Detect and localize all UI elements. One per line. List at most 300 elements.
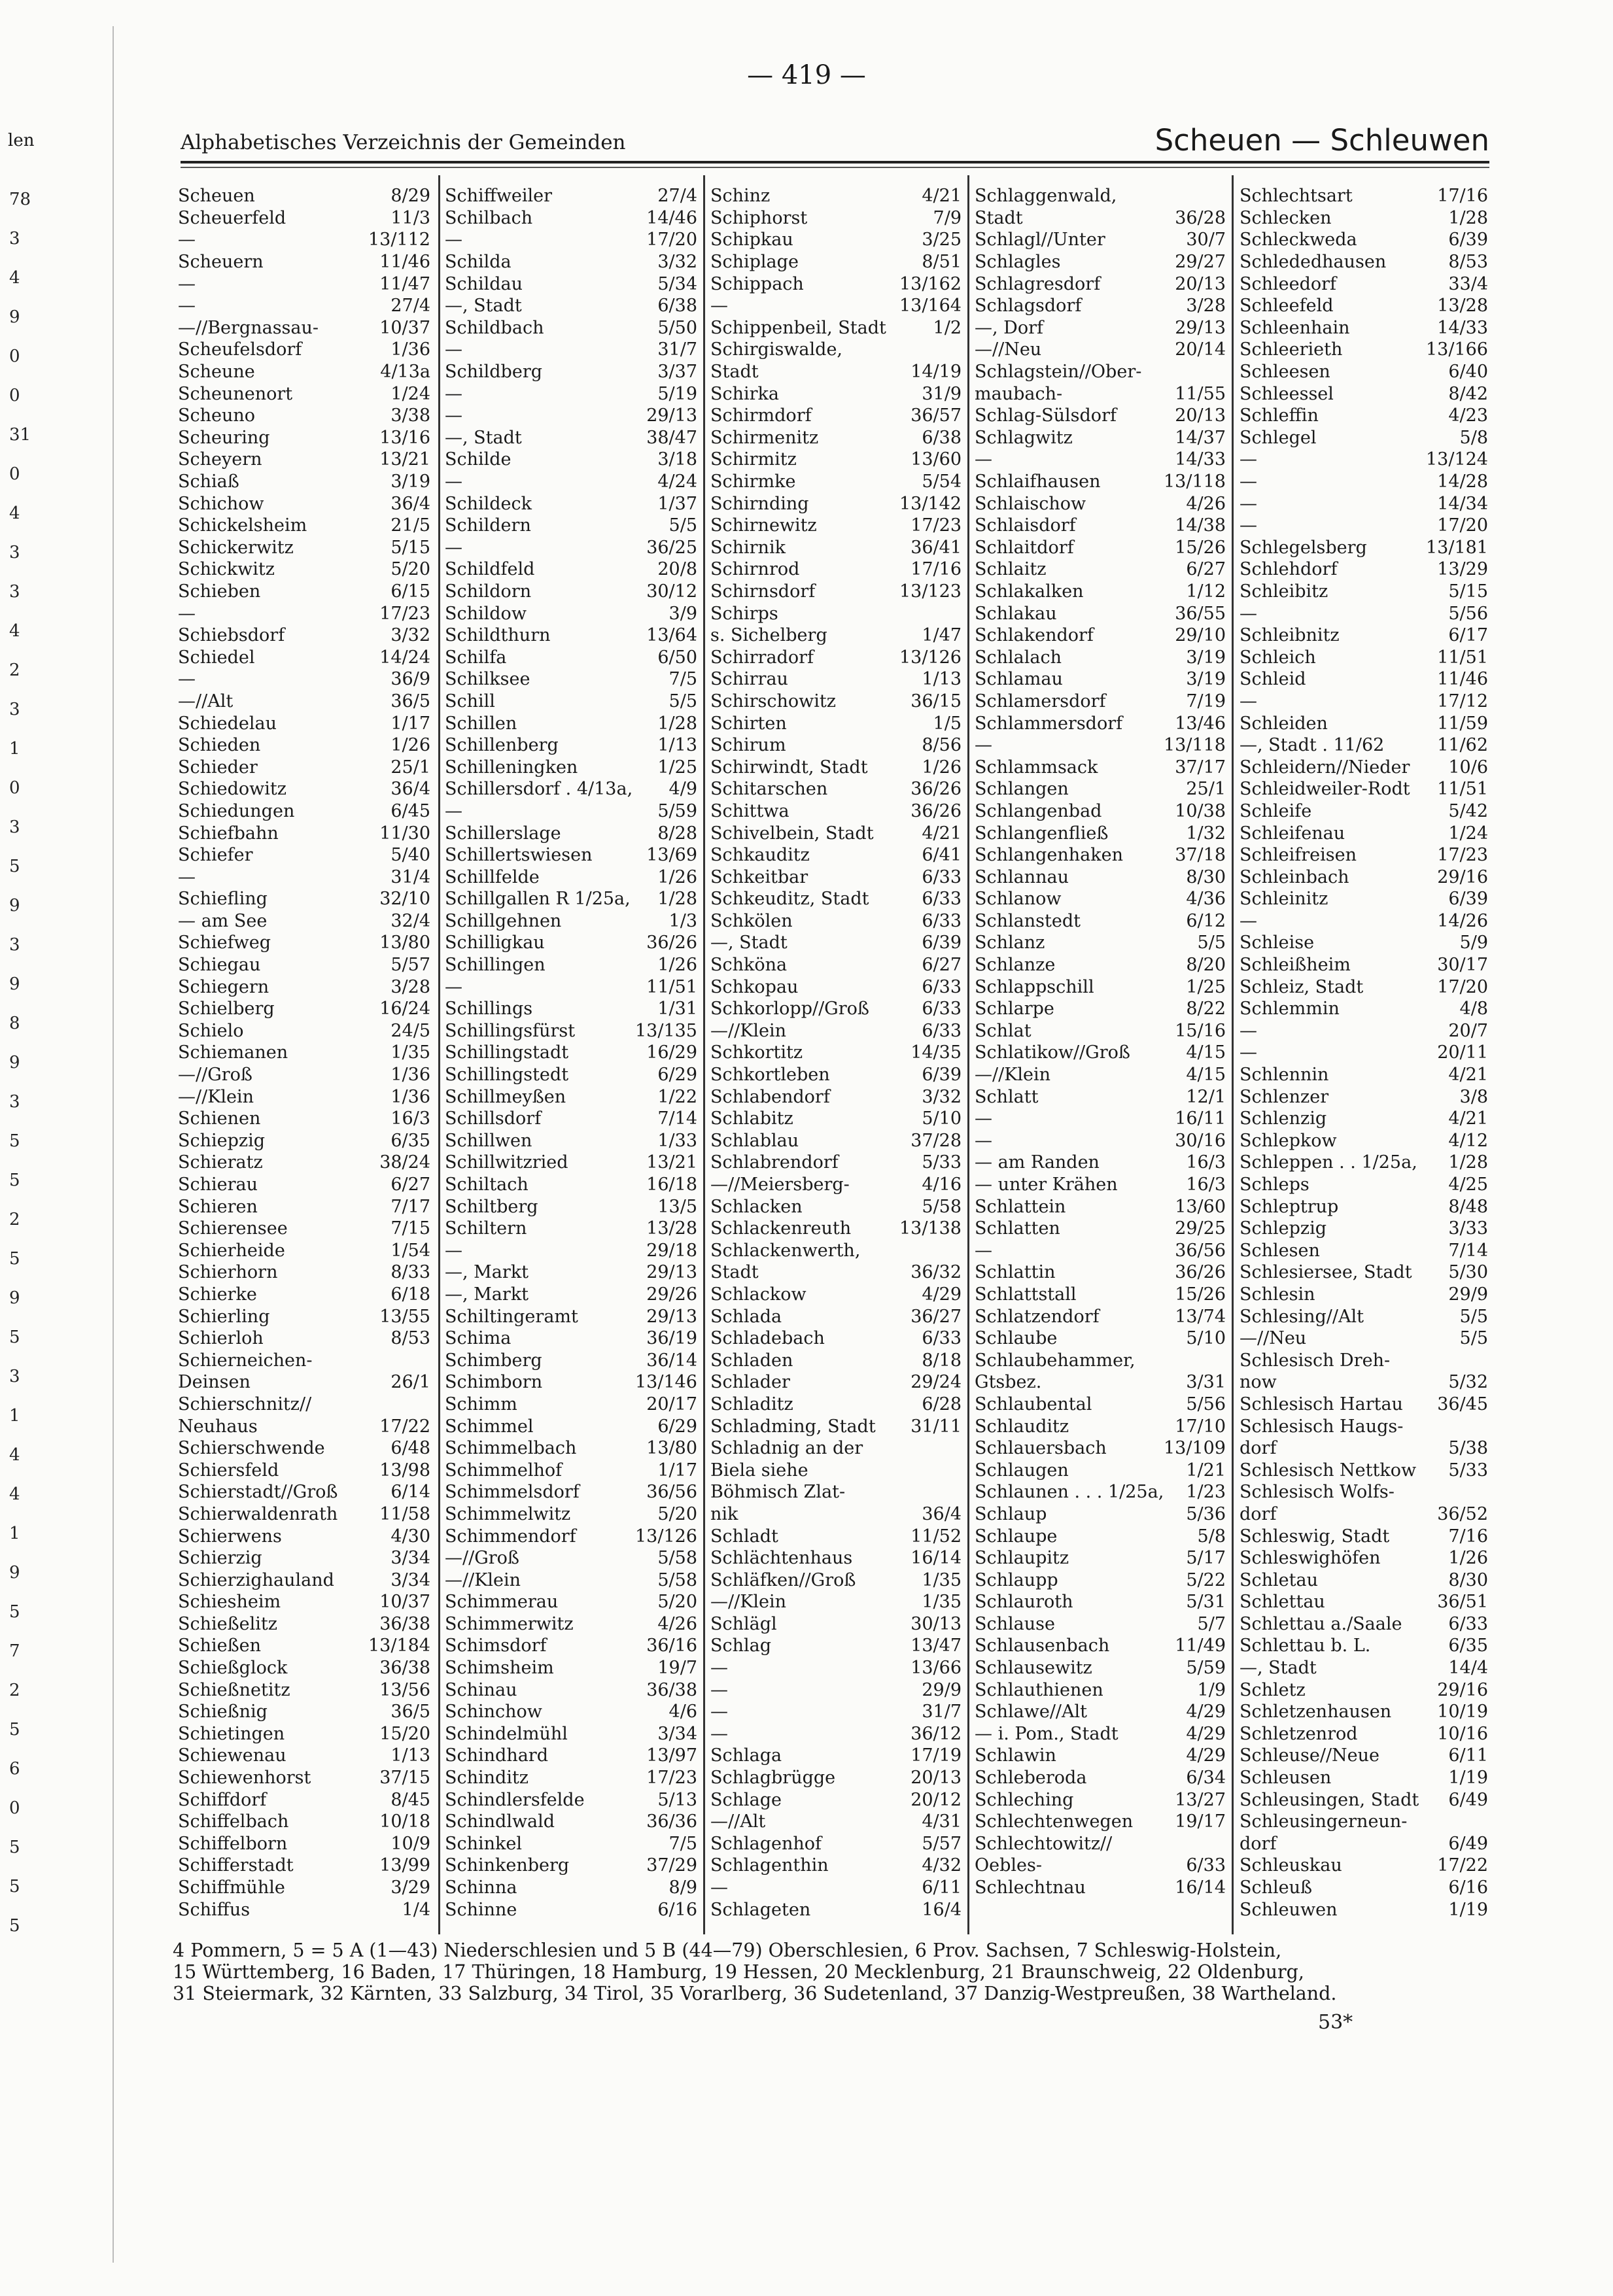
index-entry <box>445 602 697 625</box>
place-reference: 14/35 <box>911 1042 962 1063</box>
place-name: Schiemanen <box>178 1042 288 1063</box>
index-entry <box>445 1547 697 1569</box>
place-name: Schirmitz <box>710 449 797 470</box>
index-entry <box>445 1371 697 1394</box>
index-entry <box>975 251 1226 273</box>
index-entry <box>975 1459 1226 1481</box>
place-reference: 16/14 <box>911 1548 962 1569</box>
place-reference: 20/13 <box>911 1768 962 1789</box>
place-reference: 11/46 <box>1437 669 1488 690</box>
index-entry <box>710 1152 962 1174</box>
place-reference: 4/30 <box>390 1526 430 1547</box>
index-entry <box>710 1240 962 1262</box>
place-reference: 4/26 <box>1186 493 1226 514</box>
place-reference: 30/13 <box>911 1613 962 1634</box>
place-reference: 1/24 <box>1448 823 1488 844</box>
place-name: Schleife <box>1240 800 1312 821</box>
place-name: Schlauditz <box>975 1416 1069 1437</box>
place-reference: 10/6 <box>1448 757 1488 778</box>
index-entry <box>975 492 1226 515</box>
index-entry <box>445 1613 697 1636</box>
place-reference: 32/10 <box>379 889 430 910</box>
place-reference: 5/59 <box>1186 1658 1226 1679</box>
place-name: Schilda <box>445 252 512 273</box>
index-entry <box>178 1086 430 1108</box>
index-entry <box>710 1591 962 1613</box>
place-name: Schimmelsdorf <box>445 1482 580 1503</box>
index-entry <box>710 1261 962 1284</box>
place-name: Schlatikow//Groß <box>975 1042 1130 1063</box>
place-reference: 31/11 <box>911 1416 962 1437</box>
place-reference: 4/29 <box>922 1284 962 1305</box>
place-reference: 6/33 <box>922 866 962 887</box>
place-reference: 20/12 <box>911 1789 962 1810</box>
place-reference: 3/34 <box>390 1548 430 1569</box>
index-entry <box>445 1767 697 1789</box>
index-entry <box>1240 1284 1488 1306</box>
index-entry <box>710 1789 962 1811</box>
place-reference: 1/37 <box>657 493 697 514</box>
margin-digit: 2 <box>9 660 20 680</box>
place-reference: 36/45 <box>1437 1394 1488 1414</box>
place-reference: 17/20 <box>646 230 697 250</box>
index-entry <box>445 1130 697 1152</box>
place-reference: 6/38 <box>657 296 697 317</box>
index-entry <box>178 1481 430 1503</box>
place-reference: 6/33 <box>1186 1855 1226 1876</box>
place-name: Schlangenbad <box>975 800 1102 821</box>
place-name: Schkortitz <box>710 1042 803 1063</box>
index-entry <box>445 954 697 976</box>
index-entry <box>710 492 962 515</box>
margin-digit: 7 <box>9 1641 20 1661</box>
place-name: Schildorn <box>445 581 532 602</box>
place-name: — <box>975 1130 992 1151</box>
index-entry <box>710 361 962 383</box>
place-name: Schlappschill <box>975 976 1094 997</box>
index-entry <box>975 1481 1226 1503</box>
index-entry <box>445 492 697 515</box>
index-entry <box>975 405 1226 427</box>
place-name: Schleinbach <box>1240 866 1349 887</box>
place-reference: 20/11 <box>1437 1042 1488 1063</box>
place-reference: 5/56 <box>1186 1394 1226 1414</box>
index-entry <box>975 1371 1226 1394</box>
margin-digit: 4 <box>9 1484 20 1504</box>
index-entry <box>178 1898 430 1921</box>
index-entry <box>1240 1635 1488 1657</box>
index-entry <box>445 1657 697 1679</box>
index-entry <box>710 1130 962 1152</box>
index-entry <box>445 537 697 559</box>
place-name: — <box>1240 449 1257 470</box>
index-entry <box>445 1305 697 1328</box>
place-name: Schlechtnau <box>975 1877 1086 1898</box>
place-name: Schirradorf <box>710 647 814 668</box>
place-reference: 1/26 <box>390 735 430 756</box>
place-reference: 6/39 <box>1448 889 1488 910</box>
place-name: Schleifreisen <box>1240 845 1357 866</box>
place-reference: 1/31 <box>657 999 697 1019</box>
place-reference: 6/39 <box>922 933 962 953</box>
place-name: Schlarpe <box>975 999 1054 1019</box>
place-reference: 7/17 <box>390 1196 430 1217</box>
place-name: Schlacken <box>710 1196 803 1217</box>
place-name: Schlaugen <box>975 1460 1069 1481</box>
place-reference: 19/7 <box>657 1658 697 1679</box>
place-name: Stadt <box>710 362 759 383</box>
place-name: Schlesisch Haugs- <box>1240 1416 1404 1437</box>
place-reference: 17/23 <box>1437 845 1488 866</box>
place-name: Schladnig an der <box>710 1438 863 1459</box>
index-entry <box>445 273 697 295</box>
index-entry <box>975 1064 1226 1086</box>
margin-digit: 3 <box>9 543 20 562</box>
place-reference: 1/26 <box>1448 1548 1488 1569</box>
index-entry <box>445 932 697 954</box>
place-name: Schimmelbach <box>445 1438 577 1459</box>
place-name: Schießen <box>178 1636 262 1656</box>
index-entry <box>710 251 962 273</box>
place-name: Schießnig <box>178 1702 268 1722</box>
place-name: Gtsbez. <box>975 1372 1042 1393</box>
index-entry <box>178 712 430 734</box>
place-reference: 17/22 <box>379 1416 430 1437</box>
place-reference: 1/25 <box>657 757 697 778</box>
index-entry <box>445 1525 697 1547</box>
index-entry <box>1240 492 1488 515</box>
column-separator <box>438 175 440 1934</box>
index-entry <box>1240 1064 1488 1086</box>
place-reference: 4/16 <box>922 1174 962 1195</box>
place-name: Schieder <box>178 757 258 778</box>
place-reference: 11/49 <box>1175 1636 1226 1656</box>
index-entry <box>445 822 697 844</box>
place-name: Schierheide <box>178 1240 285 1261</box>
index-entry <box>975 1701 1226 1723</box>
index-entry <box>445 1833 697 1855</box>
place-reference: 36/4 <box>390 493 430 514</box>
margin-digit: 5 <box>9 857 20 876</box>
place-name: Schleibnitz <box>1240 625 1340 646</box>
place-reference: 6/27 <box>390 1174 430 1195</box>
place-reference: 5/32 <box>1448 1372 1488 1393</box>
place-reference: 8/9 <box>668 1877 697 1898</box>
index-entry <box>975 1284 1226 1306</box>
index-entry <box>975 1635 1226 1657</box>
place-name: Schiedelau <box>178 713 277 734</box>
place-name: Schirrau <box>710 669 788 690</box>
place-name: Schlagenhof <box>710 1833 822 1854</box>
place-name: — <box>178 296 196 317</box>
place-name: Schlanz <box>975 933 1045 953</box>
index-entry <box>178 822 430 844</box>
place-reference: 4/21 <box>922 186 962 207</box>
index-entry <box>445 1898 697 1921</box>
index-entry <box>445 1020 697 1042</box>
place-name: Schickerwitz <box>178 537 294 558</box>
place-reference: 17/12 <box>1437 691 1488 711</box>
place-reference: 1/2 <box>933 317 962 338</box>
place-name: Schlenzer <box>1240 1086 1329 1107</box>
place-reference: 5/58 <box>657 1569 697 1590</box>
place-reference: 5/20 <box>390 559 430 580</box>
place-reference: 5/20 <box>657 1503 697 1524</box>
place-name: Schleiz, Stadt <box>1240 976 1364 997</box>
place-name: Schlanow <box>975 889 1062 910</box>
place-name: Schildbach <box>445 317 544 338</box>
place-reference: 17/23 <box>646 1768 697 1789</box>
index-entry <box>178 339 430 361</box>
place-name: Schlesisch Hartau <box>1240 1394 1403 1414</box>
place-reference: 7/14 <box>1448 1240 1488 1261</box>
index-entry <box>178 668 430 691</box>
index-entry <box>1240 1591 1488 1613</box>
place-reference: 11/30 <box>379 823 430 844</box>
index-entry <box>178 295 430 317</box>
index-entry <box>1240 1437 1488 1460</box>
place-reference: 36/41 <box>911 537 962 558</box>
place-reference: 5/30 <box>1448 1262 1488 1283</box>
index-entry <box>975 581 1226 603</box>
place-name: Schleuse//Neue <box>1240 1745 1380 1766</box>
place-reference: 31/9 <box>922 383 962 404</box>
place-reference: 1/35 <box>922 1592 962 1613</box>
place-reference: 24/5 <box>390 1020 430 1041</box>
index-entry <box>710 910 962 933</box>
margin-digit: 1 <box>9 739 20 759</box>
index-entry <box>445 1328 697 1350</box>
index-entry <box>445 1437 697 1460</box>
place-name: Schlenzig <box>1240 1108 1327 1129</box>
place-reference: 1/26 <box>657 866 697 887</box>
place-reference: 13/123 <box>899 581 962 602</box>
place-name: Schifferstadt <box>178 1855 294 1876</box>
place-reference: 3/19 <box>1186 647 1226 668</box>
index-entry <box>1240 581 1488 603</box>
place-name: Schimmerau <box>445 1592 559 1613</box>
index-entry <box>1240 1328 1488 1350</box>
place-reference: 29/13 <box>1175 317 1226 338</box>
index-entry <box>1240 207 1488 230</box>
index-entry <box>975 1833 1226 1855</box>
index-entry <box>710 691 962 713</box>
index-entry <box>178 492 430 515</box>
place-name: dorf <box>1240 1438 1277 1459</box>
place-name: Schiffweiler <box>445 186 553 207</box>
place-name: Schiepzig <box>178 1130 266 1151</box>
index-entry <box>710 1877 962 1899</box>
index-entry <box>178 383 430 405</box>
place-name: Schlauersbach <box>975 1438 1107 1459</box>
place-name: Schilbach <box>445 207 533 228</box>
place-name: Schindlersfelde <box>445 1789 585 1810</box>
place-name: Schlackenreuth <box>710 1218 852 1239</box>
index-entry <box>178 537 430 559</box>
index-entry <box>710 1503 962 1526</box>
index-entry <box>710 625 962 647</box>
index-entry <box>445 800 697 823</box>
place-name: Schillmeyßen <box>445 1086 566 1107</box>
place-name: —//Klein <box>178 1086 254 1107</box>
place-reference: 17/20 <box>1437 976 1488 997</box>
index-entry <box>975 1811 1226 1833</box>
place-reference: 30/12 <box>646 581 697 602</box>
place-reference: 36/16 <box>646 1636 697 1656</box>
place-reference: 5/54 <box>922 471 962 492</box>
place-name: Schlettau b. L. <box>1240 1636 1371 1656</box>
place-name: Schirten <box>710 713 787 734</box>
place-reference: 6/40 <box>1448 362 1488 383</box>
index-entry <box>710 1481 962 1503</box>
place-name: Schlesisch Nettkow <box>1240 1460 1417 1481</box>
place-reference: 13/21 <box>646 1152 697 1173</box>
place-name: Schkeitbar <box>710 866 808 887</box>
index-entry <box>178 449 430 471</box>
place-name: Schlesin <box>1240 1284 1315 1305</box>
index-entry <box>1240 1349 1488 1371</box>
index-entry <box>178 1284 430 1306</box>
index-entry <box>1240 185 1488 207</box>
place-reference: 17/16 <box>911 559 962 580</box>
place-name: Schlablau <box>710 1130 799 1151</box>
index-entry <box>710 471 962 493</box>
place-reference: 29/9 <box>1448 1284 1488 1305</box>
place-name: Schlesen <box>1240 1240 1320 1261</box>
place-reference: 5/5 <box>1459 1328 1488 1349</box>
place-name: Schiaß <box>178 471 239 492</box>
place-name: Schladitz <box>710 1394 793 1414</box>
place-reference: 11/59 <box>1437 713 1488 734</box>
place-reference: 13/164 <box>899 296 962 317</box>
place-name: dorf <box>1240 1833 1277 1854</box>
place-reference: 38/47 <box>646 427 697 448</box>
index-entry <box>710 537 962 559</box>
place-name: Schirnding <box>710 493 809 514</box>
place-reference: 36/57 <box>911 405 962 426</box>
place-reference: 29/27 <box>1175 252 1226 273</box>
index-column-5 <box>1240 185 1488 1921</box>
index-entry <box>178 1459 430 1481</box>
index-entry <box>975 1328 1226 1350</box>
place-name: —, Stadt <box>710 933 788 953</box>
margin-digit: 5 <box>9 1171 20 1190</box>
index-entry <box>710 1679 962 1701</box>
place-name: Schierwens <box>178 1526 282 1547</box>
index-entry <box>710 602 962 625</box>
place-name: Schleusingen, Stadt <box>1240 1789 1419 1810</box>
place-name: Schlagwitz <box>975 427 1073 448</box>
place-name: — <box>975 1240 992 1261</box>
place-reference: 5/19 <box>657 383 697 404</box>
place-reference: 14/19 <box>911 362 962 383</box>
place-reference: 16/14 <box>1175 1877 1226 1898</box>
place-reference: 3/32 <box>657 252 697 273</box>
place-name: Schlammersdorf <box>975 713 1123 734</box>
place-name: Schlaubental <box>975 1394 1092 1414</box>
index-entry <box>1240 625 1488 647</box>
index-column-3 <box>710 185 962 1921</box>
place-reference: 6/29 <box>657 1416 697 1437</box>
place-name: Schlanstedt <box>975 910 1081 931</box>
place-name: Schköna <box>710 955 788 976</box>
margin-digit: 0 <box>9 1798 20 1818</box>
index-entry <box>975 1261 1226 1284</box>
index-entry <box>178 1328 430 1350</box>
place-name: Schierzig <box>178 1548 262 1569</box>
place-name: Schlattein <box>975 1196 1066 1217</box>
index-entry <box>975 427 1226 449</box>
place-name: Schlackenwerth, <box>710 1240 861 1261</box>
margin-digit: 4 <box>9 268 20 288</box>
place-reference: 36/14 <box>646 1350 697 1371</box>
index-entry <box>1240 844 1488 866</box>
place-reference: 20/7 <box>1448 1020 1488 1041</box>
place-reference: 7/9 <box>933 207 962 228</box>
place-reference: 36/52 <box>1437 1503 1488 1524</box>
index-entry <box>1240 1130 1488 1152</box>
place-name: Schiefbahn <box>178 823 279 844</box>
place-name: Neuhaus <box>178 1416 258 1437</box>
place-reference: 14/24 <box>379 647 430 668</box>
place-name: Schiefer <box>178 845 253 866</box>
place-reference: 5/7 <box>1197 1613 1226 1634</box>
place-reference: 16/29 <box>646 1042 697 1063</box>
index-entry <box>710 339 962 361</box>
index-entry <box>445 1569 697 1591</box>
index-entry <box>710 712 962 734</box>
index-entry <box>710 1657 962 1679</box>
index-entry <box>1240 910 1488 933</box>
index-entry <box>178 1349 430 1371</box>
place-reference: 6/41 <box>922 845 962 866</box>
place-name: Schieren <box>178 1196 258 1217</box>
place-name: Schlaubehammer, <box>975 1350 1136 1371</box>
index-entry <box>975 712 1226 734</box>
place-reference: 36/55 <box>1175 603 1226 624</box>
index-entry <box>1240 1261 1488 1284</box>
place-reference: 36/51 <box>1437 1592 1488 1613</box>
index-entry <box>178 207 430 230</box>
place-name: Schlangenhaken <box>975 845 1123 866</box>
place-reference: 3/32 <box>390 625 430 646</box>
index-entry <box>710 558 962 581</box>
place-reference: 6/27 <box>1186 559 1226 580</box>
place-name: Schindhard <box>445 1745 548 1766</box>
place-reference: 29/13 <box>646 405 697 426</box>
place-reference: 4/8 <box>1459 999 1488 1019</box>
place-reference: 20/8 <box>657 559 697 580</box>
place-name: Schippenbeil, Stadt <box>710 317 886 338</box>
index-entry <box>975 229 1226 251</box>
index-entry <box>178 471 430 493</box>
index-entry <box>1240 1394 1488 1416</box>
place-reference: 1/25 <box>1186 976 1226 997</box>
place-name: Schildow <box>445 603 527 624</box>
place-reference: 3/33 <box>1448 1218 1488 1239</box>
place-name: Schleidern//Nieder <box>1240 757 1410 778</box>
place-reference: 5/31 <box>1186 1592 1226 1613</box>
place-name: Schildeck <box>445 493 532 514</box>
place-name: Schiltingeramt <box>445 1306 578 1327</box>
margin-digit: 0 <box>9 778 20 798</box>
place-reference: 36/56 <box>1175 1240 1226 1261</box>
index-entry <box>710 866 962 888</box>
index-entry <box>178 1240 430 1262</box>
place-name: Schlegelsberg <box>1240 537 1367 558</box>
place-reference: 5/38 <box>1448 1438 1488 1459</box>
place-reference: 13/138 <box>899 1218 962 1239</box>
